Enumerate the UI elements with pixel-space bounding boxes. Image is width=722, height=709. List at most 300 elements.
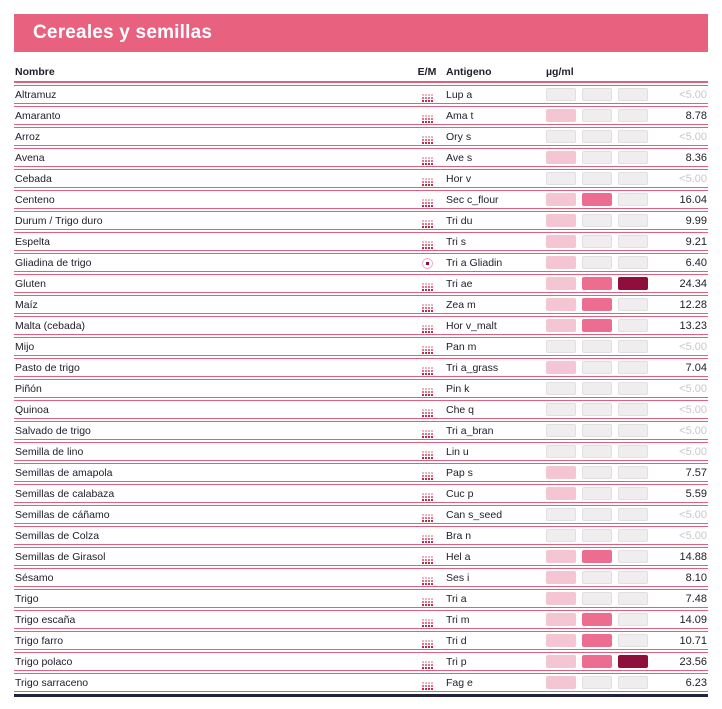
grid-icon — [422, 661, 433, 669]
measurement-value: 16.04 — [679, 193, 707, 206]
measurement-value: 13.23 — [679, 319, 707, 332]
grid-icon — [422, 136, 433, 144]
level-box-2 — [582, 445, 612, 458]
level-indicator — [546, 319, 650, 332]
level-indicator — [546, 214, 650, 227]
level-indicator — [546, 256, 650, 269]
grid-icon — [422, 682, 433, 690]
table-row — [14, 379, 708, 398]
allergen-name: Salvado de trigo — [15, 424, 91, 437]
allergen-name: Gliadina de trigo — [15, 256, 92, 269]
level-box-1 — [546, 298, 576, 311]
measurement-value: 8.78 — [685, 109, 707, 122]
level-box-2 — [582, 403, 612, 416]
grid-icon — [422, 409, 433, 417]
allergen-name: Espelta — [15, 235, 51, 248]
col-header-em: E/M — [417, 66, 437, 78]
level-box-1 — [546, 361, 576, 374]
allergen-name: Trigo farro — [15, 634, 64, 647]
antigen-code: Tri p — [446, 655, 467, 668]
level-box-3 — [618, 676, 648, 689]
table-row — [14, 232, 708, 251]
grid-icon — [422, 640, 433, 648]
measurement-value: <5.00 — [679, 508, 707, 521]
grid-icon — [422, 157, 433, 165]
antigen-code: Hel a — [446, 550, 471, 563]
level-box-2 — [582, 256, 612, 269]
em-cell — [408, 213, 446, 228]
level-box-1 — [546, 613, 576, 626]
grid-icon — [422, 199, 433, 207]
level-box-1 — [546, 571, 576, 584]
table-row — [14, 610, 708, 629]
em-cell — [408, 549, 446, 564]
allergen-name: Durum / Trigo duro — [15, 214, 103, 227]
level-box-3 — [618, 109, 648, 122]
allergen-name: Amaranto — [15, 109, 61, 122]
level-box-2 — [582, 466, 612, 479]
level-box-2 — [582, 235, 612, 248]
measurement-value: <5.00 — [679, 172, 707, 185]
measurement-value: 8.10 — [685, 571, 707, 584]
table-row — [14, 484, 708, 503]
em-cell — [408, 486, 446, 501]
grid-icon — [422, 325, 433, 333]
antigen-code: Ave s — [446, 151, 473, 164]
antigen-code: Tri a Gliadin — [446, 256, 503, 269]
grid-icon — [422, 178, 433, 186]
table-body — [14, 85, 708, 692]
level-box-2 — [582, 550, 612, 563]
level-box-3 — [618, 382, 648, 395]
em-cell — [408, 129, 446, 144]
table-row — [14, 442, 708, 461]
grid-icon — [422, 283, 433, 291]
measurement-value: 14.88 — [679, 550, 707, 563]
measurement-value: 24.34 — [679, 277, 707, 290]
level-box-3 — [618, 403, 648, 416]
level-box-1 — [546, 88, 576, 101]
antigen-code: Tri a_bran — [446, 424, 494, 437]
antigen-code: Tri m — [446, 613, 470, 626]
target-icon — [422, 258, 433, 269]
measurement-value: 6.40 — [685, 256, 707, 269]
section-header — [14, 14, 708, 52]
table-row — [14, 253, 708, 272]
level-box-2 — [582, 571, 612, 584]
em-cell — [408, 465, 446, 480]
em-cell — [408, 150, 446, 165]
table-row — [14, 211, 708, 230]
level-indicator — [546, 88, 650, 101]
antigen-code: Tri s — [446, 235, 467, 248]
level-box-2 — [582, 109, 612, 122]
table-row — [14, 316, 708, 335]
measurement-value: 12.28 — [679, 298, 707, 311]
level-box-1 — [546, 634, 576, 647]
level-indicator — [546, 382, 650, 395]
level-box-3 — [618, 235, 648, 248]
allergen-name: Malta (cebada) — [15, 319, 86, 332]
level-box-2 — [582, 424, 612, 437]
measurement-value: <5.00 — [679, 382, 707, 395]
em-cell — [408, 570, 446, 585]
level-indicator — [546, 109, 650, 122]
table-row — [14, 337, 708, 356]
level-box-1 — [546, 256, 576, 269]
table-row — [14, 106, 708, 125]
antigen-code: Hor v_malt — [446, 319, 497, 332]
level-box-1 — [546, 592, 576, 605]
level-box-2 — [582, 319, 612, 332]
level-box-1 — [546, 655, 576, 668]
antigen-code: Ses i — [446, 571, 470, 584]
measurement-value: 8.36 — [685, 151, 707, 164]
table-row — [14, 526, 708, 545]
em-cell — [408, 108, 446, 123]
level-box-1 — [546, 151, 576, 164]
measurement-value: 10.71 — [679, 634, 707, 647]
grid-icon — [422, 241, 433, 249]
allergen-name: Semillas de cáñamo — [15, 508, 110, 521]
em-cell — [408, 192, 446, 207]
level-indicator — [546, 172, 650, 185]
level-indicator — [546, 340, 650, 353]
table-row — [14, 589, 708, 608]
level-box-2 — [582, 298, 612, 311]
table-row — [14, 85, 708, 104]
em-cell — [408, 612, 446, 627]
table-row — [14, 148, 708, 167]
measurement-value: <5.00 — [679, 529, 707, 542]
table-row — [14, 358, 708, 377]
table-row — [14, 547, 708, 566]
allergen-name: Cebada — [15, 172, 52, 185]
level-box-2 — [582, 172, 612, 185]
antigen-code: Lup a — [446, 88, 473, 101]
em-cell — [408, 423, 446, 438]
table-row — [14, 652, 708, 671]
level-box-3 — [618, 634, 648, 647]
section-title: Cereales y semillas — [33, 22, 213, 43]
results-table — [14, 63, 708, 697]
grid-icon — [422, 556, 433, 564]
measurement-value: 7.04 — [685, 361, 707, 374]
level-box-2 — [582, 340, 612, 353]
level-box-3 — [618, 214, 648, 227]
level-box-3 — [618, 277, 648, 290]
level-box-2 — [582, 88, 612, 101]
level-indicator — [546, 613, 650, 626]
level-indicator — [546, 445, 650, 458]
measurement-value: 5.59 — [685, 487, 707, 500]
em-cell — [408, 339, 446, 354]
level-box-3 — [618, 340, 648, 353]
measurement-value: <5.00 — [679, 445, 707, 458]
level-indicator — [546, 487, 650, 500]
allergen-name: Piñón — [15, 382, 42, 395]
allergen-name: Altramuz — [15, 88, 57, 101]
em-cell — [408, 528, 446, 543]
col-header-nombre: Nombre — [15, 66, 55, 78]
em-cell — [408, 276, 446, 291]
level-box-3 — [618, 256, 648, 269]
grid-icon — [422, 304, 433, 312]
level-indicator — [546, 424, 650, 437]
allergen-name: Pasto de trigo — [15, 361, 80, 374]
level-box-1 — [546, 466, 576, 479]
level-indicator — [546, 361, 650, 374]
antigen-code: Che q — [446, 403, 475, 416]
level-box-2 — [582, 655, 612, 668]
em-cell — [408, 591, 446, 606]
table-row — [14, 673, 708, 692]
level-box-3 — [618, 571, 648, 584]
antigen-code: Can s_seed — [446, 508, 503, 521]
antigen-code: Hor v — [446, 172, 472, 185]
antigen-code: Bra n — [446, 529, 472, 542]
antigen-code: Ory s — [446, 130, 472, 143]
allergen-name: Semilla de lino — [15, 445, 84, 458]
measurement-value: 14.09 — [679, 613, 707, 626]
table-row — [14, 127, 708, 146]
allergen-name: Trigo sarraceno — [15, 676, 89, 689]
em-cell — [408, 87, 446, 102]
level-box-3 — [618, 298, 648, 311]
antigen-code: Tri a — [446, 592, 467, 605]
level-box-2 — [582, 676, 612, 689]
level-box-1 — [546, 340, 576, 353]
measurement-value: 9.21 — [685, 235, 707, 248]
level-indicator — [546, 130, 650, 143]
level-box-3 — [618, 424, 648, 437]
antigen-code: Sec c_flour — [446, 193, 499, 206]
level-box-1 — [546, 382, 576, 395]
level-box-2 — [582, 529, 612, 542]
level-box-3 — [618, 508, 648, 521]
level-box-1 — [546, 130, 576, 143]
grid-icon — [422, 535, 433, 543]
level-box-2 — [582, 508, 612, 521]
allergen-name: Trigo — [15, 592, 39, 605]
table-row — [14, 421, 708, 440]
grid-icon — [422, 493, 433, 501]
level-box-3 — [618, 361, 648, 374]
level-box-1 — [546, 172, 576, 185]
table-row — [14, 505, 708, 524]
level-box-1 — [546, 214, 576, 227]
level-indicator — [546, 550, 650, 563]
level-box-1 — [546, 319, 576, 332]
antigen-code: Lin u — [446, 445, 469, 458]
em-cell — [408, 402, 446, 417]
level-indicator — [546, 466, 650, 479]
em-cell — [408, 633, 446, 648]
level-box-3 — [618, 550, 648, 563]
level-box-3 — [618, 445, 648, 458]
allergen-name: Semillas de amapola — [15, 466, 113, 479]
antigen-code: Tri ae — [446, 277, 473, 290]
em-cell — [408, 297, 446, 312]
grid-icon — [422, 598, 433, 606]
level-indicator — [546, 634, 650, 647]
antigen-code: Ama t — [446, 109, 474, 122]
measurement-value: 7.48 — [685, 592, 707, 605]
table-header-row — [14, 63, 708, 83]
measurement-value: <5.00 — [679, 340, 707, 353]
antigen-code: Cuc p — [446, 487, 474, 500]
level-box-2 — [582, 613, 612, 626]
level-indicator — [546, 676, 650, 689]
grid-icon — [422, 430, 433, 438]
level-box-2 — [582, 277, 612, 290]
level-indicator — [546, 508, 650, 521]
allergen-name: Trigo escaña — [15, 613, 76, 626]
grid-icon — [422, 367, 433, 375]
level-box-1 — [546, 235, 576, 248]
allergen-name: Arroz — [15, 130, 41, 143]
measurement-value: <5.00 — [679, 88, 707, 101]
level-box-1 — [546, 550, 576, 563]
antigen-code: Tri d — [446, 634, 467, 647]
level-box-2 — [582, 151, 612, 164]
level-box-2 — [582, 487, 612, 500]
level-box-1 — [546, 487, 576, 500]
col-header-antigeno: Antigeno — [446, 66, 492, 78]
grid-icon — [422, 388, 433, 396]
level-box-1 — [546, 445, 576, 458]
level-box-3 — [618, 529, 648, 542]
table-row — [14, 463, 708, 482]
em-cell — [408, 318, 446, 333]
antigen-code: Tri a_grass — [446, 361, 499, 374]
grid-icon — [422, 115, 433, 123]
level-box-3 — [618, 466, 648, 479]
level-box-2 — [582, 361, 612, 374]
grid-icon — [422, 346, 433, 354]
allergen-name: Quinoa — [15, 403, 49, 416]
antigen-code: Tri du — [446, 214, 473, 227]
allergen-name: Trigo polaco — [15, 655, 73, 668]
measurement-value: 7.57 — [685, 466, 707, 479]
level-indicator — [546, 298, 650, 311]
level-box-1 — [546, 508, 576, 521]
level-box-2 — [582, 382, 612, 395]
allergen-name: Sésamo — [15, 571, 54, 584]
level-box-2 — [582, 214, 612, 227]
em-cell — [408, 381, 446, 396]
measurement-value: <5.00 — [679, 130, 707, 143]
allergen-name: Maíz — [15, 298, 38, 311]
table-row — [14, 631, 708, 650]
level-indicator — [546, 403, 650, 416]
em-cell — [408, 444, 446, 459]
grid-icon — [422, 220, 433, 228]
level-box-1 — [546, 277, 576, 290]
grid-icon — [422, 94, 433, 102]
level-indicator — [546, 235, 650, 248]
level-box-1 — [546, 403, 576, 416]
level-box-1 — [546, 529, 576, 542]
level-box-1 — [546, 424, 576, 437]
antigen-code: Pin k — [446, 382, 470, 395]
grid-icon — [422, 619, 433, 627]
measurement-value: <5.00 — [679, 403, 707, 416]
level-box-2 — [582, 193, 612, 206]
allergen-name: Semillas de Colza — [15, 529, 100, 542]
level-indicator — [546, 655, 650, 668]
level-box-3 — [618, 151, 648, 164]
grid-icon — [422, 577, 433, 585]
table-row — [14, 295, 708, 314]
allergen-name: Mijo — [15, 340, 35, 353]
allergen-name: Semillas de Girasol — [15, 550, 106, 563]
measurement-value: <5.00 — [679, 424, 707, 437]
measurement-value: 9.99 — [685, 214, 707, 227]
table-row — [14, 190, 708, 209]
measurement-value: 6.23 — [685, 676, 707, 689]
allergen-name: Centeno — [15, 193, 55, 206]
level-box-1 — [546, 109, 576, 122]
level-box-2 — [582, 130, 612, 143]
level-box-3 — [618, 655, 648, 668]
level-box-3 — [618, 130, 648, 143]
level-box-3 — [618, 487, 648, 500]
table-row — [14, 400, 708, 419]
allergen-name: Gluten — [15, 277, 46, 290]
level-indicator — [546, 592, 650, 605]
level-box-3 — [618, 172, 648, 185]
table-bottom-border — [14, 694, 708, 697]
antigen-code: Pap s — [446, 466, 473, 479]
grid-icon — [422, 472, 433, 480]
em-cell — [408, 171, 446, 186]
antigen-code: Zea m — [446, 298, 476, 311]
table-row — [14, 568, 708, 587]
col-header-ugml: µg/ml — [546, 66, 574, 78]
table-row — [14, 169, 708, 188]
em-cell — [408, 654, 446, 669]
grid-icon — [422, 514, 433, 522]
em-cell — [408, 234, 446, 249]
level-box-3 — [618, 592, 648, 605]
level-box-3 — [618, 193, 648, 206]
level-indicator — [546, 529, 650, 542]
em-cell — [408, 675, 446, 690]
table-row — [14, 274, 708, 293]
measurement-value: 23.56 — [679, 655, 707, 668]
allergen-name: Semillas de calabaza — [15, 487, 115, 500]
em-cell — [408, 360, 446, 375]
level-box-3 — [618, 613, 648, 626]
antigen-code: Pan m — [446, 340, 477, 353]
level-indicator — [546, 193, 650, 206]
em-cell — [408, 256, 446, 269]
level-box-3 — [618, 319, 648, 332]
em-cell — [408, 507, 446, 522]
level-indicator — [546, 277, 650, 290]
level-box-1 — [546, 676, 576, 689]
level-indicator — [546, 151, 650, 164]
allergen-name: Avena — [15, 151, 45, 164]
level-box-3 — [618, 88, 648, 101]
level-box-1 — [546, 193, 576, 206]
level-box-2 — [582, 634, 612, 647]
antigen-code: Fag e — [446, 676, 473, 689]
level-indicator — [546, 571, 650, 584]
grid-icon — [422, 451, 433, 459]
level-box-2 — [582, 592, 612, 605]
